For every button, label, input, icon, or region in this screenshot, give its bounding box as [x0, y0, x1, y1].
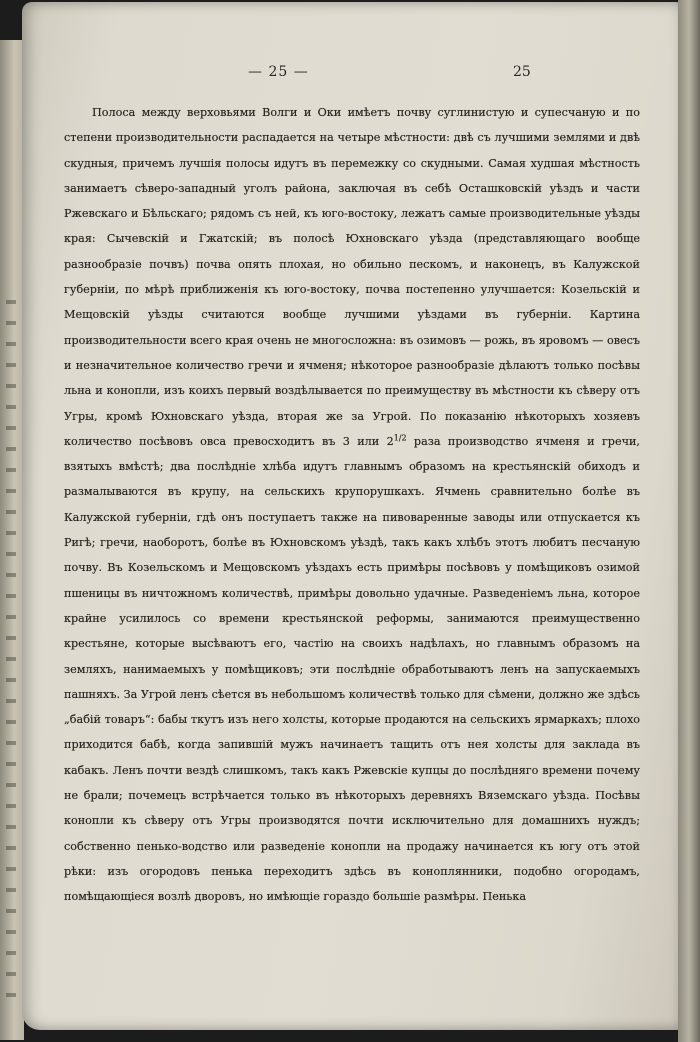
page-number-right: 25 — [513, 64, 531, 80]
left-page-edge — [0, 40, 24, 1040]
body-text-part2: раза производство ячменя и гречи, взятыхъ вмѣстѣ; два послѣдніе хлѣба идутъ главнымъ образомъ на крестьянскій обиходъ и размалываются въ крупу, на сельскихъ крупорушкахъ. Ячмень сравнительно болѣе въ Калужской губерніи, гдѣ онъ поступаетъ также на пивоваренные заводы или отпускается къ Ригѣ; гречи, наоборотъ, болѣе въ Юхновскомъ уѣздѣ, такъ какъ хлѣбъ этотъ любитъ песчаную почву. Въ Козельскомъ и Мещовскомъ уѣздахъ есть примѣры посѣвовъ у помѣщиковъ озимой пшеницы въ ничтожномъ количествѣ, примѣры довольно удачные. Разведеніемъ льна, которое крайне усилилось со времени крестьянской реформы, занимаются преимущественно крестьяне, которые высѣваютъ его, частію на своихъ надѣлахъ, но главнымъ образомъ на земляхъ, нанимаемыхъ у помѣщиковъ; эти послѣдніе обработываютъ ленъ на запускаемыхъ пашняхъ. За Угрой ленъ сѣется въ небольшомъ количествѣ только для сѣмени, должно же здѣсь „бабій товаръ“: бабы ткутъ изъ него холсты, которые продаются на сельскихъ ярмаркахъ; плохо приходится бабѣ, когда запившій мужъ начинаетъ тащить отъ нея холсты для заклада въ кабакъ. Ленъ почти вездѣ слишкомъ, такъ какъ Ржевскіе купцы до послѣдняго времени почему не брали; почемецъ встрѣчается только въ нѣкоторыхъ деревняхъ Вяземскаго уѣзда. Посѣвы конопли къ сѣверу отъ Угры производятся почти исключительно для домашнихъ нуждъ; собственно пенько-водство или разведеніе конопли на продажу начинается къ югу отъ этой рѣки: изъ огородовъ пенька переходитъ здѣсь въ коноплянники, подобно огородамъ, помѣщающіеся возлѣ дворовъ, но имѣющіе гораздо большіе размѣры. Пенька — [64, 434, 640, 904]
fraction-superscript: 1/2 — [393, 433, 407, 443]
body-text-part1: Полоса между верховьями Волги и Оки имѣетъ почву суглинистую и супесчаную и по степени производительности распадается на четыре мѣстности: двѣ съ лучшими землями и двѣ скудныя, причемъ лучшія полосы идутъ въ перемежку со скудными. Самая худшая мѣстность занимаетъ сѣверо-западный уголъ района, заключая въ себѣ Осташковскій уѣздъ и части Ржевскаго и Бѣльскаго; рядомъ съ ней, къ юго-востоку, лежатъ самые производительные уѣзды края: Сычевскій и Гжатскій; въ полосѣ Юхновскаго уѣзда (представляющаго вообще разнообразіе почвъ) почва опять плохая, но обильно пескомъ, и наконецъ, въ Калужской губерніи, по мѣрѣ приближенія къ юго-востоку, почва постепенно улучшается: Козельскій и Мещовскій уѣзды считаются вообще лучшими уѣздами въ губерніи. Картина производительности всего края очень не многосложна: въ озимовъ — рожь, въ яровомъ — овесъ и незначительное количество гречи и ячменя; нѣкоторое разнообразіе дѣлаютъ только посѣвы льна и конопли, изъ коихъ первый воздѣлывается по преимуществу въ мѣстности къ сѣверу отъ Угры, кромѣ Юхновскаго уѣзда, вторая же за Угрой. По показанію нѣкоторыхъ хозяевъ количество посѣвовъ овса превосходитъ въ 3 или 2 — [64, 106, 640, 448]
body-paragraph — [64, 100, 640, 910]
left-page-text-fragment — [6, 300, 16, 1000]
page-header-number: — 25 — — [248, 64, 309, 80]
page-stack-edge — [678, 0, 700, 1042]
